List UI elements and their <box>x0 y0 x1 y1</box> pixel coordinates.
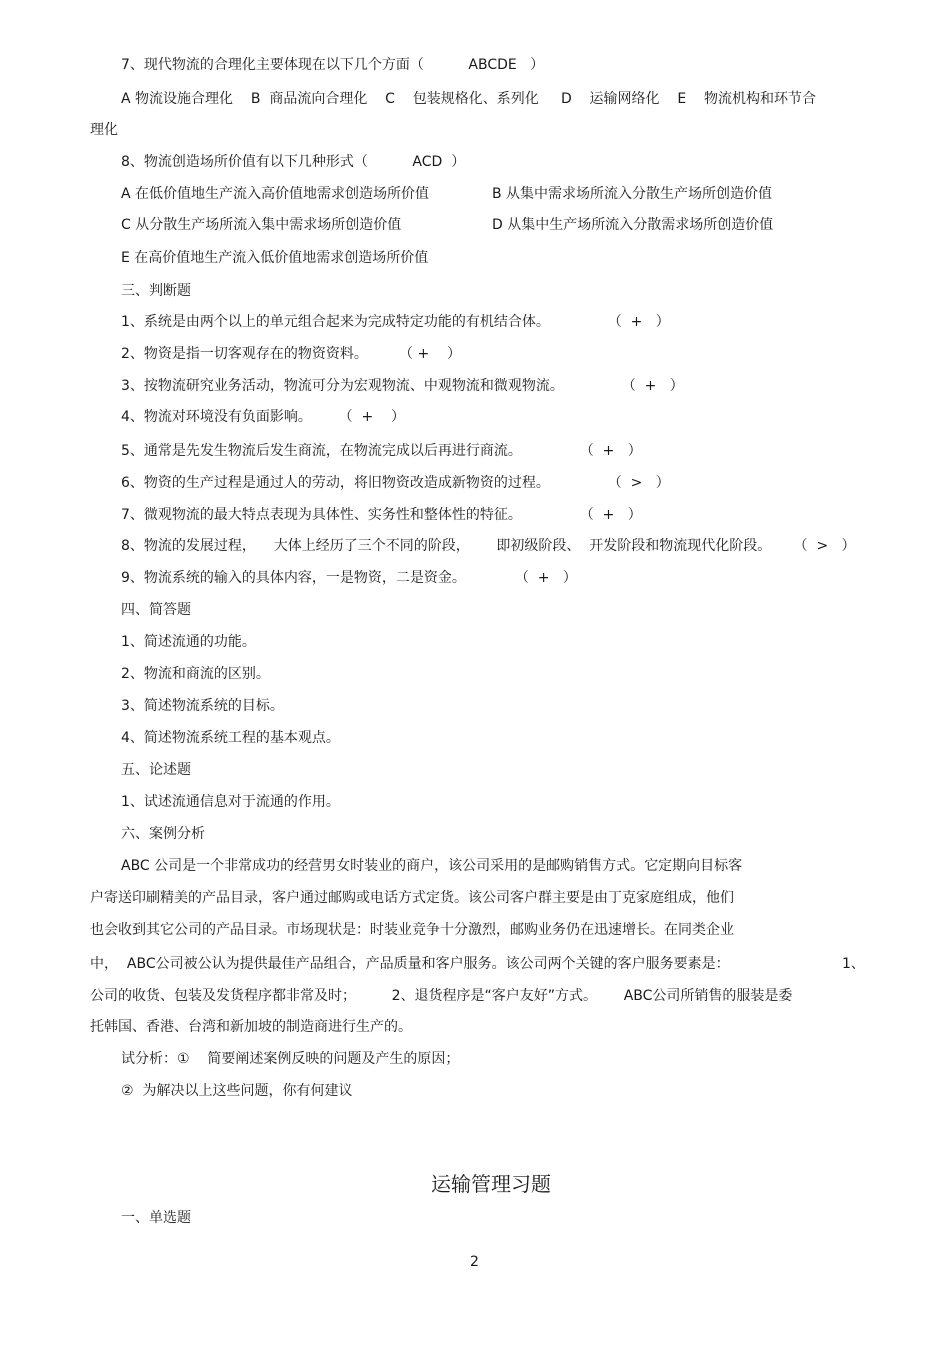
question-7-options-continued: 理化 <box>90 122 118 138</box>
section-heading-single-choice: 一、单选题 <box>121 1210 191 1226</box>
judgment-item-8: 8、物流的发展过程， 大体上经历了三个不同的阶段， 即初级阶段、 开发阶段和物流现代化阶段。 （ > ） <box>121 538 856 554</box>
page-number: 2 <box>470 1254 479 1270</box>
question-7-options: A 物流设施合理化 B 商品流向合理化 C 包装规格化、系列化 D 运输网络化 E 物流机构和环节合 <box>121 91 816 107</box>
analysis-prompt-1: 试分析：① 简要阐述案例反映的问题及产生的原因； <box>121 1051 460 1067</box>
case-paragraph-line-3: 也会收到其它公司的产品目录。市场现状是：时装业竞争十分激烈，邮购业务仍在迅速增长。在同类企业 <box>90 922 734 938</box>
case-paragraph-line-6: 托韩国、香港、台湾和新加坡的制造商进行生产的。 <box>90 1019 412 1035</box>
case-paragraph-line-2: 户寄送印刷精美的产品目录，客户通过邮购或电话方式定货。该公司客户群主要是由丁克家庭组成，他们 <box>90 890 734 906</box>
judgment-item-9: 9、物流系统的输入的具体内容，一是物资，二是资金。 （ + ） <box>121 570 577 586</box>
short-answer-item-2: 2、物流和商流的区别。 <box>121 666 270 682</box>
judgment-item-7: 7、微观物流的最大特点表现为具体性、实务性和整体性的特征。 （ + ） <box>121 507 642 523</box>
short-answer-item-1: 1、简述流通的功能。 <box>121 634 256 650</box>
section-heading-essay: 五、论述题 <box>121 762 191 778</box>
question-7: 7、现代物流的合理化主要体现在以下几个方面（ ABCDE ） <box>121 57 545 73</box>
question-8-option-d: D 从集中生产场所流入分散需求场所创造价值 <box>492 217 774 233</box>
question-8-option-e: E 在高价值地生产流入低价值地需求创造场所价值 <box>121 250 429 266</box>
judgment-item-3: 3、按物流研究业务活动，物流可分为宏观物流、中观物流和微观物流。 （ + ） <box>121 378 684 394</box>
question-8-option-a: A 在低价值地生产流入高价值地需求创造场所价值 <box>121 186 430 202</box>
question-8: 8、物流创造场所价值有以下几种形式（ ACD ） <box>121 154 466 170</box>
case-paragraph-line-4: 中， ABC公司被公认为提供最佳产品组合，产品质量和客户服务。该公司两个关键的客户服务要素是： <box>90 956 730 972</box>
section-heading-case-study: 六、案例分析 <box>121 826 205 842</box>
section-title-transport-management: 运输管理习题 <box>431 1172 551 1196</box>
analysis-prompt-2: ② 为解决以上这些问题，你有何建议 <box>121 1083 353 1099</box>
judgment-item-6: 6、物资的生产过程是通过人的劳动，将旧物资改造成新物资的过程。 （ > ） <box>121 475 670 491</box>
section-heading-judgment: 三、判断题 <box>121 283 191 299</box>
short-answer-item-3: 3、简述物流系统的目标。 <box>121 698 284 714</box>
judgment-item-5: 5、通常是先发生物流后发生商流，在物流完成以后再进行商流。 （ + ） <box>121 443 642 459</box>
section-heading-short-answer: 四、简答题 <box>121 602 191 618</box>
judgment-item-1: 1、系统是由两个以上的单元组合起来为完成特定功能的有机结合体。 （ + ） <box>121 314 670 330</box>
case-paragraph-line-4-tail: 1、 <box>842 956 865 972</box>
short-answer-item-4: 4、简述物流系统工程的基本观点。 <box>121 730 340 746</box>
case-paragraph-line-5: 公司的收货、包装及发货程序都非常及时； 2、退货程序是“客户友好”方式。 ABC公司所销售的服装是委 <box>90 988 793 1004</box>
question-8-option-b: B 从集中需求场所流入分散生产场所创造价值 <box>492 186 773 202</box>
judgment-item-4: 4、物流对环境没有负面影响。 （ + ） <box>121 409 406 425</box>
judgment-item-2: 2、物资是指一切客观存在的物资资料。 （ + ） <box>121 346 462 362</box>
question-8-option-c: C 从分散生产场所流入集中需求场所创造价值 <box>121 217 402 233</box>
case-paragraph-line-1: ABC 公司是一个非常成功的经营男女时装业的商户，该公司采用的是邮购销售方式。它定期向目标客 <box>121 858 743 874</box>
essay-item-1: 1、试述流通信息对于流通的作用。 <box>121 794 340 810</box>
